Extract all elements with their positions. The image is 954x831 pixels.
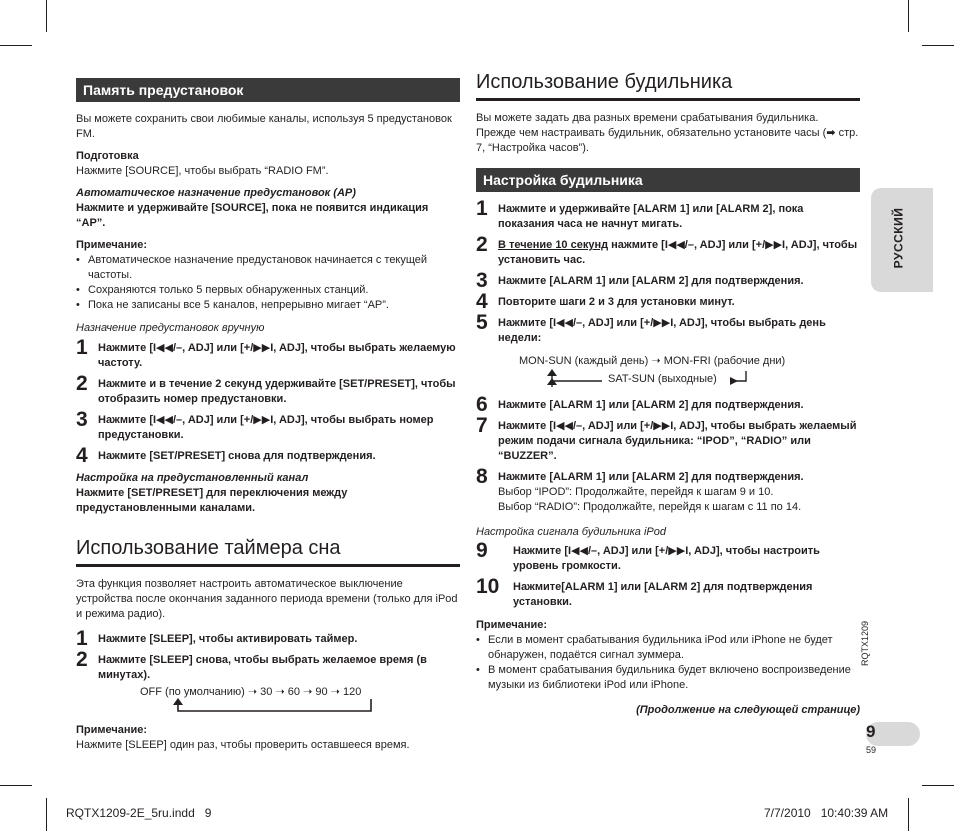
page-number-small: 59 bbox=[866, 745, 877, 755]
sleep-note-text: Нажмите [SLEEP] один раз, чтобы проверить оставшееся время. bbox=[76, 739, 410, 751]
step-text: Нажмите и в течение 2 секунд удерживайте [SET/PRESET], чтобы отобразить номер предустановки. bbox=[98, 378, 456, 405]
sleep-step-2 bbox=[76, 648, 460, 683]
step-text: Нажмите [I◀◀/–, ADJ] или [+/▶▶I, ADJ], чтобы выбрать желаемую частоту. bbox=[98, 342, 456, 369]
crop-mark bbox=[908, 0, 909, 32]
step-text: Нажмите [ALARM 1] или [ALARM 2] для подтверждения. bbox=[498, 275, 804, 287]
manual-step-4 bbox=[76, 444, 460, 467]
alarm-step-7 bbox=[476, 414, 860, 464]
language-label: РУССКИЙ bbox=[891, 207, 906, 269]
sequence-item: 90 bbox=[315, 686, 328, 698]
list-item: • В момент срабатывания будильника будет включено воспроизведение музыки из библиотеки iPod или iPhone. bbox=[476, 663, 860, 693]
days-item: MON-SUN (каждый день) bbox=[519, 355, 649, 367]
step-number: 8 bbox=[476, 465, 488, 488]
arrow-right-icon: ➝ bbox=[330, 686, 340, 698]
step-number: 1 bbox=[76, 627, 88, 650]
days-item: SAT-SUN (выходные) bbox=[608, 373, 717, 385]
crop-mark bbox=[46, 798, 47, 831]
alarm-step-9 bbox=[476, 539, 860, 574]
step-number: 1 bbox=[476, 197, 488, 220]
crop-mark bbox=[908, 798, 909, 831]
step-number: 5 bbox=[476, 311, 488, 334]
list-item: • Автоматическое назначение предустановок начинается с текущей частоты. bbox=[76, 253, 460, 283]
crop-mark bbox=[922, 785, 954, 786]
auto-title: Автоматическое назначение предустановок (AP) bbox=[76, 187, 356, 199]
alarm-setup-heading: Настройка будильника bbox=[476, 168, 860, 192]
list-item: • Пока не записаны все 5 каналов, непрерывно мигает “AP”. bbox=[76, 298, 460, 313]
step-text: Нажмите [ALARM 1] или [ALARM 2] для подтверждения. bbox=[498, 399, 804, 411]
intro-text: Вы можете задать два разных времени срабатывания будильника. Прежде чем настраивать будильник, обязательно установите часы ( bbox=[476, 112, 827, 139]
prep-text: Нажмите [SOURCE], чтобы выбрать “RADIO FM”. bbox=[76, 165, 329, 177]
step-text: Нажмите [ALARM 1] или [ALARM 2] для подтверждения. bbox=[498, 471, 804, 483]
sleep-intro: Эта функция позволяет настроить автоматическое выключение устройства после окончания заданного периода времени (только для iPod и режима радио). bbox=[76, 578, 458, 620]
step-subtext: Выбор “RADIO”: Продолжайте, перейдя к шагам с 11 по 14. bbox=[498, 501, 802, 513]
crop-mark bbox=[46, 0, 47, 32]
arrow-right-icon: ➝ bbox=[651, 355, 661, 367]
list-item: • Сохраняются только 5 первых обнаруженных станций. bbox=[76, 283, 460, 298]
sleep-heading: Использование таймера сна bbox=[76, 537, 341, 559]
presets-note-title: Примечание: bbox=[76, 239, 148, 251]
manual-title: Назначение предустановок вручную bbox=[76, 322, 265, 334]
sleep-sequence bbox=[76, 685, 460, 719]
tune-title: Настройка на предустановленный канал bbox=[76, 472, 309, 484]
step-text: Нажмите и удерживайте [ALARM 1] или [ALARM 2], пока показания часа не начнут мигать. bbox=[498, 203, 804, 230]
step-text: Нажмите [I◀◀/–, ADJ] или [+/▶▶I, ADJ], чтобы настроить уровень громкости. bbox=[513, 545, 820, 572]
step-text: Нажмите [I◀◀/–, ADJ] или [+/▶▶I, ADJ], чтобы выбрать желаемый режим подачи сигнала будильника: “IPOD”, “RADIO” или “BUZZER”. bbox=[498, 420, 857, 462]
step-number: 4 bbox=[76, 444, 88, 467]
sequence-item: 120 bbox=[342, 686, 362, 698]
step-number: 3 bbox=[476, 269, 488, 292]
alarm-heading: Использование будильника bbox=[476, 71, 733, 93]
sequence-item: 60 bbox=[287, 686, 301, 698]
alarm-step-2 bbox=[476, 233, 860, 268]
step-number: 10 bbox=[476, 575, 500, 598]
sleep-note-title: Примечание: bbox=[76, 724, 148, 736]
ipod-title: Настройка сигнала будильника iPod bbox=[476, 526, 666, 538]
intro-text: стр. 7, “Настройка часов”). bbox=[476, 127, 859, 154]
model-code: RQTX1209 bbox=[860, 620, 870, 666]
alarm-step-10 bbox=[476, 575, 860, 610]
step-number: 6 bbox=[476, 393, 488, 416]
language-tab bbox=[871, 188, 933, 292]
alarm-intro bbox=[476, 111, 860, 156]
days-diagram bbox=[476, 346, 860, 394]
alarm-step-3 bbox=[476, 269, 860, 292]
arrow-right-icon: ➝ bbox=[275, 686, 285, 698]
step-text: Нажмите [SLEEP] снова, чтобы выбрать желаемое время (в минутах). bbox=[98, 654, 427, 681]
step-text: Нажмите [I◀◀/–, ADJ] или [+/▶▶I, ADJ], чтобы выбрать день недели: bbox=[498, 317, 826, 344]
footer-file: RQTX1209-2E_5ru.indd 9 bbox=[66, 806, 212, 820]
loop-arrow-icon bbox=[171, 697, 376, 715]
left-column bbox=[76, 78, 460, 753]
step-text: Повторите шаги 2 и 3 для установки минут. bbox=[498, 296, 735, 308]
days-item: MON-FRI (рабочие дни) bbox=[663, 355, 786, 367]
step-number: 4 bbox=[476, 290, 488, 313]
alarm-step-4 bbox=[476, 290, 860, 313]
right-column bbox=[476, 70, 860, 718]
presets-heading: Память предустановок bbox=[76, 78, 460, 102]
step-lead: В течение 10 секунд bbox=[498, 239, 609, 251]
step-text: Нажмите[ALARM 1] или [ALARM 2] для подтверждения установки. bbox=[513, 581, 813, 608]
manual-step-2 bbox=[76, 372, 460, 407]
step-text: нажмите [I◀◀/–, ADJ] или [+/▶▶I, ADJ], чтобы установить час. bbox=[498, 239, 858, 266]
continued-note: (Продолжение на следующей странице) bbox=[636, 704, 860, 716]
sleep-step-1 bbox=[76, 627, 460, 650]
list-item: • Если в момент срабатывания будильника iPod или iPhone не будет обнаружен, подаётся сигнал зуммера. bbox=[476, 633, 860, 663]
step-number: 2 bbox=[476, 233, 488, 256]
alarm-step-1 bbox=[476, 197, 860, 232]
step-number: 2 bbox=[76, 372, 88, 395]
manual-step-1 bbox=[76, 336, 460, 371]
step-number: 9 bbox=[476, 539, 488, 562]
auto-text: Нажмите и удерживайте [SOURCE], пока не появится индикация “AP”. bbox=[76, 202, 429, 229]
crop-mark bbox=[0, 785, 32, 786]
step-subtext: Выбор “IPOD”: Продолжайте, перейдя к шагам 9 и 10. bbox=[498, 486, 774, 498]
alarm-step-5 bbox=[476, 311, 860, 346]
alarm-step-8 bbox=[476, 465, 860, 515]
arrow-right-icon: ➡ bbox=[826, 127, 836, 139]
prep-title: Подготовка bbox=[76, 150, 139, 162]
step-text: Нажмите [SET/PRESET] снова для подтверждения. bbox=[98, 450, 376, 462]
crop-mark bbox=[922, 45, 954, 46]
presets-intro: Вы можете сохранить свои любимые каналы, используя 5 предустановок FM. bbox=[76, 113, 452, 140]
footer-datetime: 7/7/2010 10:40:39 AM bbox=[764, 806, 889, 820]
arrow-right-icon: ➝ bbox=[247, 686, 258, 698]
tune-text: Нажмите [SET/PRESET] для переключения между предустановленными каналами. bbox=[76, 487, 348, 514]
step-number: 7 bbox=[476, 414, 488, 437]
step-number: 3 bbox=[76, 408, 88, 431]
crop-mark bbox=[0, 45, 32, 46]
step-text: Нажмите [SLEEP], чтобы активировать таймер. bbox=[98, 633, 358, 645]
alarm-note-title: Примечание: bbox=[476, 619, 548, 631]
manual-step-3 bbox=[76, 408, 460, 443]
arrow-right-icon: ➝ bbox=[303, 686, 313, 698]
step-number: 1 bbox=[76, 336, 88, 359]
step-text: Нажмите [I◀◀/–, ADJ] или [+/▶▶I, ADJ], чтобы выбрать номер предустановки. bbox=[98, 414, 434, 441]
sequence-item: OFF (по умолчанию) bbox=[140, 686, 245, 698]
page-number: 9 bbox=[866, 722, 876, 741]
sequence-item: 30 bbox=[260, 686, 273, 698]
step-number: 2 bbox=[76, 648, 88, 671]
alarm-step-6 bbox=[476, 393, 860, 416]
